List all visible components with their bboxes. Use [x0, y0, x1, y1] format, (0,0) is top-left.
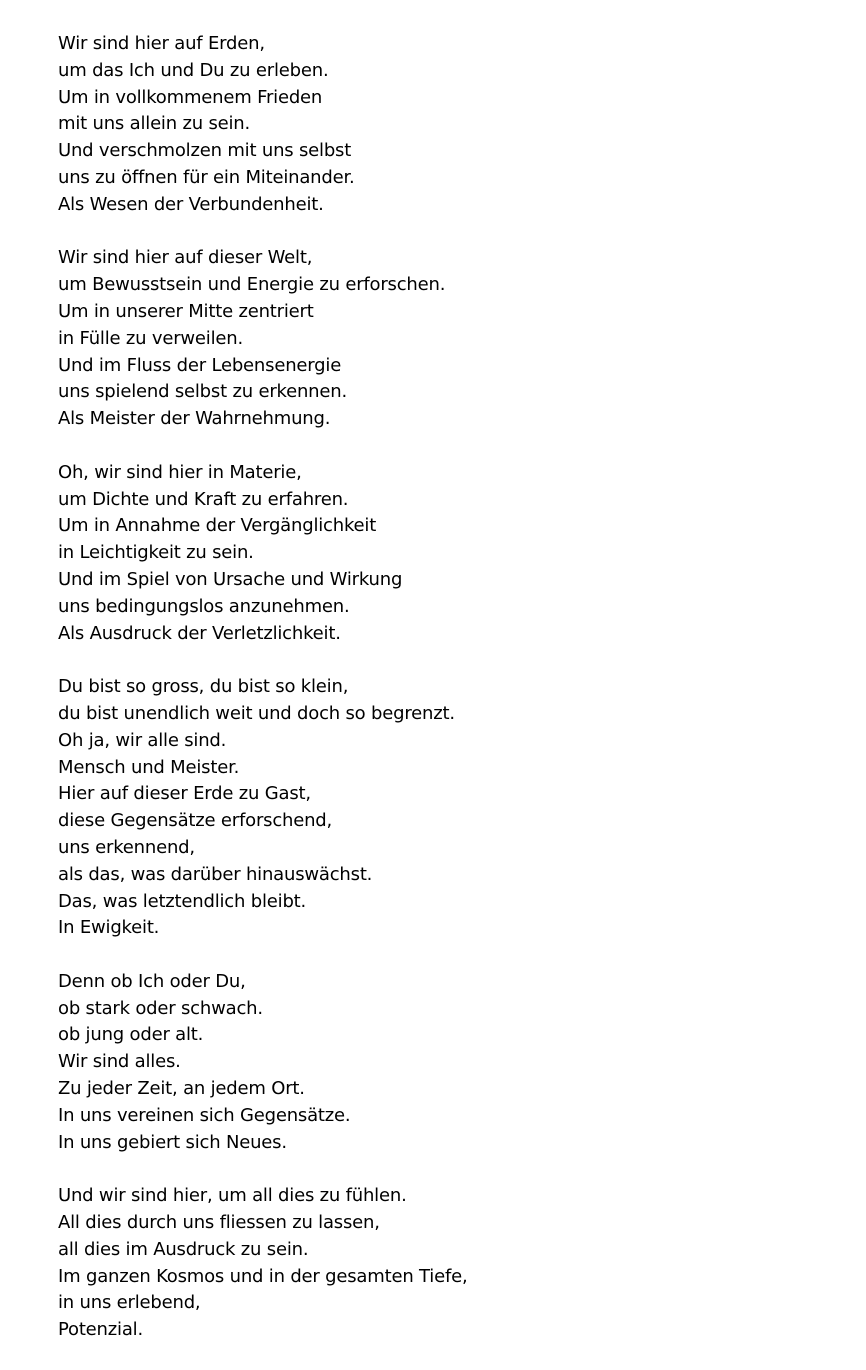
poem-line: In uns vereinen sich Gegensätze. [58, 1104, 351, 1126]
poem-line: Zu jeder Zeit, an jedem Ort. [58, 1078, 305, 1100]
poem-line: Und im Fluss der Lebensenergie [58, 354, 342, 376]
poem-line: Um in unserer Mitte zentriert [58, 300, 314, 322]
poem-line: all dies im Ausdruck zu sein. [58, 1238, 309, 1260]
poem-line: Wir sind hier auf dieser Welt, [58, 247, 313, 269]
poem-line: Potenzial. [58, 1319, 143, 1341]
poem-line: Hier auf dieser Erde zu Gast, [58, 783, 311, 805]
poem-line: Um in Annahme der Vergänglichkeit [58, 515, 377, 537]
poem-line: Das, was letztendlich bleibt. [58, 890, 307, 912]
poem-line: mit uns allein zu sein. [58, 113, 251, 135]
poem-line: All dies durch uns fliessen zu lassen, [58, 1212, 380, 1234]
poem-line: in uns erlebend, [58, 1292, 201, 1314]
poem-line: In uns gebiert sich Neues. [58, 1131, 287, 1153]
stanza-4 [58, 674, 838, 942]
poem-line: Wir sind hier auf Erden, [58, 33, 265, 54]
poem-line: diese Gegensätze erforschend, [58, 810, 333, 832]
poem-line: um Dichte und Kraft zu erfahren. [58, 488, 349, 510]
poem-line: Du bist so gross, du bist so klein, [58, 676, 349, 698]
poem-line: Mensch und Meister. [58, 756, 240, 778]
poem-line: Um in vollkommenem Frieden [58, 86, 323, 108]
poem-line: ob stark oder schwach. [58, 997, 263, 1019]
poem-line: in Fülle zu verweilen. [58, 327, 244, 349]
poem-line: Und wir sind hier, um all dies zu fühlen. [58, 1185, 407, 1207]
poem-line: uns zu öffnen für ein Miteinander. [58, 166, 355, 188]
poem-line: Als Ausdruck der Verletzlichkeit. [58, 622, 341, 644]
poem-line: Wir sind alles. [58, 1051, 181, 1073]
stanza-2 [58, 245, 838, 433]
poem-line: Denn ob Ich oder Du, [58, 970, 246, 992]
poem-line: uns spielend selbst zu erkennen. [58, 381, 347, 403]
poem-line: du bist unendlich weit und doch so begrenzt. [58, 702, 455, 724]
poem-line: Im ganzen Kosmos und in der gesamten Tiefe, [58, 1265, 468, 1287]
poem-line: in Leichtigkeit zu sein. [58, 542, 254, 564]
poem [58, 31, 838, 1344]
stanza-6 [58, 1183, 838, 1344]
poem-line: In Ewigkeit. [58, 917, 160, 939]
poem-line: Und verschmolzen mit uns selbst [58, 140, 352, 162]
poem-line: Und im Spiel von Ursache und Wirkung [58, 568, 403, 590]
stanza-5 [58, 969, 838, 1157]
poem-line: um das Ich und Du zu erleben. [58, 59, 329, 81]
poem-line: Als Meister der Wahrnehmung. [58, 408, 331, 430]
stanza-1 [58, 31, 838, 219]
poem-line: Als Wesen der Verbundenheit. [58, 193, 324, 215]
poem-line: uns bedingungslos anzunehmen. [58, 595, 350, 617]
poem-line: um Bewusstsein und Energie zu erforschen. [58, 274, 446, 296]
poem-line: als das, was darüber hinauswächst. [58, 863, 373, 885]
poem-line: ob jung oder alt. [58, 1024, 204, 1046]
poem-line: Oh ja, wir alle sind. [58, 729, 227, 751]
poem-line: Oh, wir sind hier in Materie, [58, 461, 302, 483]
stanza-3 [58, 460, 838, 648]
poem-line: uns erkennend, [58, 836, 195, 858]
